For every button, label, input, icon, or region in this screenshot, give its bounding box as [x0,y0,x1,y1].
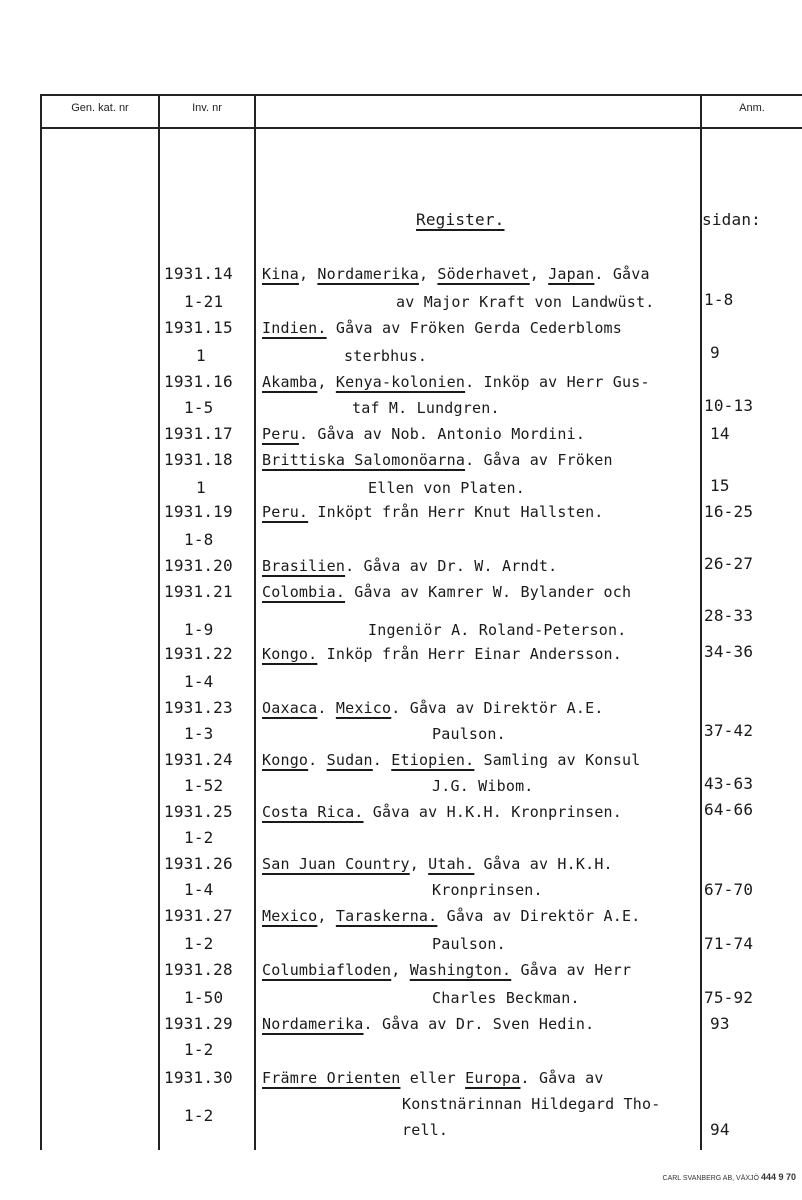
page-reference: 71-74 [704,934,754,953]
underlined-place-name: Taraskerna. [335,907,438,925]
inventory-subrange: 1-5 [184,398,214,417]
entry-description [262,502,604,522]
description-text: Gåva av Kamrer W. Bylander och [345,583,632,601]
inventory-subrange: 1-4 [184,672,214,691]
description-text: Gåva av H.K.H. Kronprinsen. [363,803,623,821]
description-continuation: av Major Kraft von Landwüst. [396,293,655,311]
register-title: Register. [416,210,505,229]
printer-name: CARL SVANBERG AB, VÄXJÖ [662,1175,759,1182]
description-text: , [317,373,336,391]
description-text: . Gåva [594,265,650,283]
description-text: , [418,265,438,283]
inventory-subrange: 1-8 [184,530,214,549]
underlined-place-name: Söderhavet [437,265,530,283]
description-continuation: Konstnärinnan Hildegard Tho- [402,1095,661,1113]
description-continuation: Ellen von Platen. [368,479,525,497]
underlined-place-name: Peru. [262,503,309,521]
inventory-number: 1931.25 [164,802,233,821]
description-text: . Gåva av Fröken [465,451,613,469]
underlined-place-name: Mexico [335,699,392,717]
page-reference: 75-92 [704,988,754,1007]
page-reference: 43-63 [704,774,754,793]
inventory-subrange: 1-21 [184,292,224,311]
description-text: . Gåva av Dr. W. Arndt. [345,557,558,575]
inventory-number: 1931.17 [164,424,233,443]
description-text: . [317,699,336,717]
underlined-place-name: Washington. [409,961,512,979]
description-text: . Gåva av Direktör A.E. [391,699,604,717]
underlined-place-name: Kongo [262,751,309,769]
inventory-subrange: 1-52 [184,776,224,795]
underlined-place-name: Peru [262,425,299,443]
description-continuation: Ingeniör A. Roland-Peterson. [368,621,627,639]
description-text: Gåva av Fröken Gerda Cederbloms [326,319,623,337]
page-reference: 1-8 [704,290,734,309]
top-rule [40,94,802,96]
inventory-subrange: 1-9 [184,620,214,639]
description-text: , [409,855,429,873]
description-text: Inköp från Herr Einar Andersson. [317,645,623,663]
description-text: . Gåva av Dr. Sven Hedin. [363,1015,595,1033]
inventory-number: 1931.26 [164,854,233,873]
underlined-place-name: Japan [548,265,595,283]
underlined-place-name: Costa Rica. [262,803,364,821]
description-continuation: J.G. Wibom. [432,777,534,795]
inventory-subrange: 1 [196,346,206,365]
description-text: , [317,907,336,925]
underlined-place-name: Europa [465,1069,521,1087]
underlined-place-name: Etiopien. [391,751,475,769]
entry-description [262,960,631,980]
inventory-subrange: 1-2 [184,828,214,847]
header-inv-nr: Inv. nr [192,102,222,114]
entry-description [262,698,604,718]
inventory-number: 1931.15 [164,318,233,337]
inventory-number: 1931.16 [164,372,233,391]
underlined-place-name: Nordamerika [317,265,419,283]
page-reference: 64-66 [704,800,754,819]
column-divider-1 [158,94,160,1150]
description-text: . [372,751,392,769]
inventory-number: 1931.29 [164,1014,233,1033]
inventory-subrange: 1-50 [184,988,224,1007]
inventory-number: 1931.20 [164,556,233,575]
description-continuation: Paulson. [432,725,506,743]
underlined-place-name: Indien. [262,319,327,337]
description-text: . Inköp av Herr Gus- [465,373,650,391]
inventory-subrange: 1-3 [184,724,214,743]
page-reference: 14 [710,424,730,443]
underlined-place-name: Nordamerika [262,1015,364,1033]
description-continuation-2: rell. [402,1121,449,1139]
printer-mark [663,1172,796,1182]
description-text: eller [400,1069,466,1087]
entry-description [262,854,613,874]
underlined-place-name: Brasilien [262,557,346,575]
entry-description [262,556,557,576]
column-divider-2 [254,94,256,1150]
header-gen-kat-nr: Gen. kat. nr [71,102,129,114]
entry-description [262,372,650,392]
page-reference: 37-42 [704,721,754,740]
sidan-label: sidan: [702,210,761,229]
inventory-subrange: 1 [196,478,206,497]
description-continuation: taf M. Lundgren. [352,399,500,417]
underlined-place-name: Främre Orienten [262,1069,401,1087]
inventory-number: 1931.28 [164,960,233,979]
description-text: Gåva av Herr [511,961,632,979]
entry-description [262,906,640,926]
entry-description [262,1014,594,1034]
description-text: , [391,961,410,979]
column-divider-3 [700,94,702,1150]
page-reference: 34-36 [704,642,754,661]
description-text: Gåva av Direktör A.E. [437,907,641,925]
page-reference: 26-27 [704,554,754,573]
page-reference: 94 [710,1120,730,1139]
description-continuation: Paulson. [432,935,506,953]
left-border [40,94,42,1150]
entry-description [262,424,585,444]
page-reference: 15 [710,476,730,495]
description-continuation: sterbhus. [344,347,428,365]
underlined-place-name: Kenya-kolonien [335,373,466,391]
printer-code: 444 9 70 [760,1172,796,1182]
inventory-number: 1931.24 [164,750,233,769]
description-continuation: Charles Beckman. [432,989,580,1007]
description-text: , [529,265,549,283]
inventory-number: 1931.23 [164,698,233,717]
description-text: Inköpt från Herr Knut Hallsten. [308,503,604,521]
entry-description [262,802,622,822]
entry-description [262,582,631,602]
inventory-subrange: 1-2 [184,1040,214,1059]
entry-description [262,318,622,338]
underlined-place-name: Colombia. [262,583,346,601]
entry-description [262,1068,604,1088]
description-text: . Gåva av Nob. Antonio Mordini. [298,425,586,443]
entry-description [262,450,613,470]
description-text: . Gåva av [520,1069,604,1087]
underlined-place-name: Akamba [262,373,318,391]
inventory-number: 1931.30 [164,1068,233,1087]
underlined-place-name: Kina [262,265,299,283]
entry-description [262,264,650,284]
underlined-place-name: Sudan [326,751,373,769]
inventory-number: 1931.22 [164,644,233,663]
description-text: Gåva av H.K.H. [474,855,613,873]
page-reference: 67-70 [704,880,754,899]
inventory-number: 1931.27 [164,906,233,925]
inventory-number: 1931.19 [164,502,233,521]
entry-description [262,644,622,664]
description-continuation: Kronprinsen. [432,881,543,899]
inventory-number: 1931.21 [164,582,233,601]
inventory-number: 1931.18 [164,450,233,469]
inventory-subrange: 1-2 [184,934,214,953]
page-reference: 16-25 [704,502,754,521]
underlined-place-name: Mexico [262,907,318,925]
page-reference: 28-33 [704,606,754,625]
description-text: . [308,751,327,769]
description-text: Samling av Konsul [474,751,641,769]
inventory-subrange: 1-4 [184,880,214,899]
underlined-place-name: San Juan Country [262,855,410,873]
underlined-place-name: Kongo. [262,645,318,663]
underlined-place-name: Utah. [428,855,475,873]
inventory-subrange: 1-2 [184,1106,214,1125]
underlined-place-name: Brittiska Salomonöarna [262,451,466,469]
underlined-place-name: Columbiafloden [262,961,392,979]
page-reference: 10-13 [704,396,754,415]
description-text: , [298,265,318,283]
header-rule [40,127,802,129]
inventory-number: 1931.14 [164,264,233,283]
header-anm: Anm. [739,102,765,114]
page-reference: 93 [710,1014,730,1033]
entry-description [262,750,640,770]
underlined-place-name: Oaxaca [262,699,318,717]
page-reference: 9 [710,343,720,362]
